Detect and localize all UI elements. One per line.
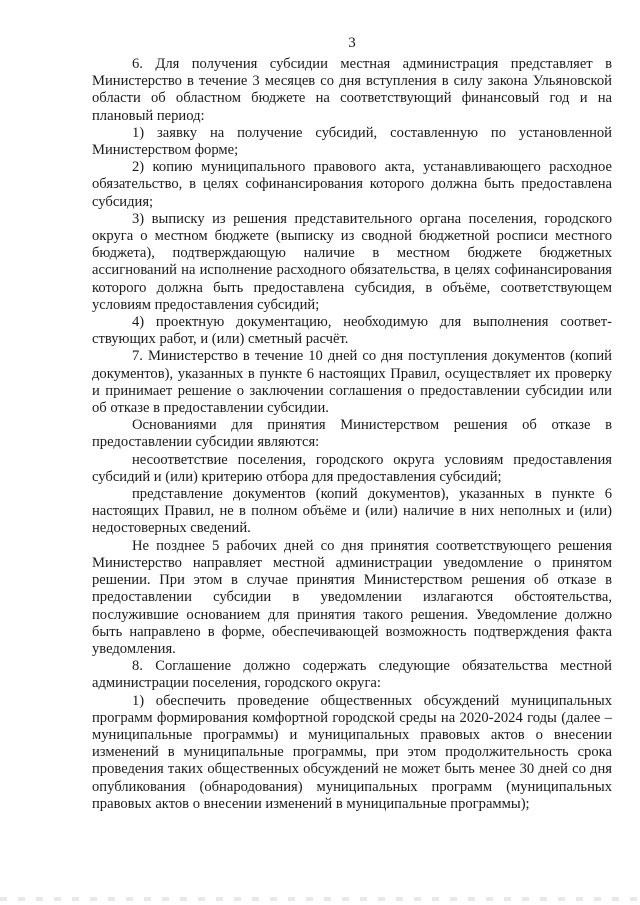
paragraph-7-ground-1: несоответствие поселения, городского округа условиям предоставления субсидий и (или) критерию отбора для предоставления субсидий; [92,451,612,485]
paragraph-7-refusal-grounds: Основаниями для принятия Министерством решения об отказе в предоставлении субсидии являются: [92,417,612,451]
paragraph-7: 7. Министерство в течение 10 дней со дня поступления документов (копий документов), указанных в пункте 6 настоящих Правил, осуществляет их проверку и принимает решение о заключении соглашения о предоставлении субсидии или об отказе в предоставлении субсидии. [92,348,612,417]
paragraph-6-item-3: 3) выписку из решения представительного органа поселения, городского округа о местном бюджете (выписку из сводной бюджетной росписи местного бюджета), подтверждающую наличие в местном бюджете бюджетных ассигнований на исполнение расходного обязательства, в целях софинансирования которого должна быть предоставлена субсидия, в объёме, соответствующем условиям предоставления субсидий; [92,210,612,313]
paragraph-6-item-1: 1) заявку на получение субсидий, составленную по установленной Министерством форме; [92,124,612,159]
paragraph-8-item-1: 1) обеспечить проведение общественных обсуждений муниципальных программ формирования комфортной городской среды на 2020-2024 годы (далее – муниципальные программы) и муниципальных правовых актов о внесении изменений в муниципальные программы, при этом продолжительность срока проведения таких общественных обсуждений не может быть менее 30 дней со дня опубликования (обнародования) муниципальных программ (муниципальных правовых актов о внесении изменений в муниципальные программы); [92,692,612,812]
paragraph-7-notification: Не позднее 5 рабочих дней со дня принятия соответствующего решения Министерство направляет местной администрации уведомление о принятом решении. При этом в случае принятия Министерством решения об отказе в предоставлении субсидии в уведомлении излагаются обстоятельства, послужившие основанием для принятия такого решения. Уведомление должно быть направлено в форме, обеспечивающей возможность подтверждения факта уведомления. [92,537,612,657]
paragraph-6-item-4: 4) проектную документацию, необходимую для выполнения соответствующих работ, и (или) сметный расчёт. [92,314,612,348]
page-number: 3 [348,35,356,51]
paragraph-8: 8. Соглашение должно содержать следующие обязательства местной администрации поселения, городского округа: [92,658,612,692]
paragraph-6: 6. Для получения субсидии местная администрация представляет в Министерство в течение 3 месяцев со дня вступления в силу закона Ульяновской области об областном бюджете на соответствующий финансовый год и на плановый период: [92,56,612,124]
paragraph-7-ground-2: представление документов (копий документов), указанных в пункте 6 настоящих Правил, не в полном объёме и (или) наличие в них неполных и (или) недостоверных сведений. [92,486,612,537]
paragraph-6-item-2: 2) копию муниципального правового акта, устанавливающего расходное обязательство, в целях софинансирования которого должна быть предоставлена субсидия; [92,159,612,210]
scan-edge-artifact [0,897,640,901]
